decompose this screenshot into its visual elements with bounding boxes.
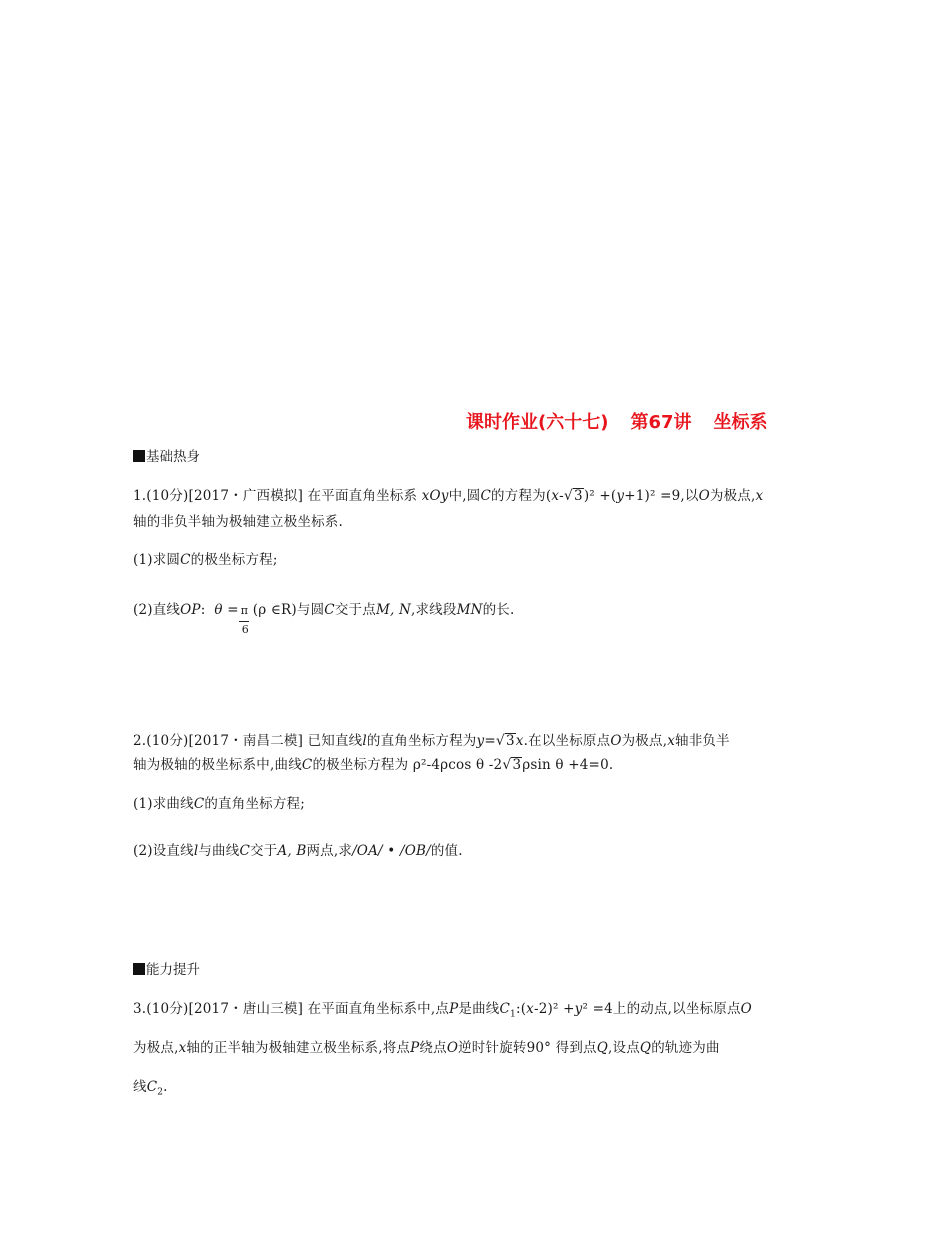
q3-line2: 为极点,x轴的正半轴为极轴建立极坐标系,将点P绕点O逆时针旋转90° 得到点Q,设点Q的轨迹为曲	[133, 1040, 720, 1056]
q2-line2: 轴为极轴的极坐标系中,曲线C的极坐标方程为 ρ²-4ρcos θ -2√3ρsin θ +4=0.	[133, 757, 614, 773]
square-bullet-icon	[133, 450, 145, 462]
sqrt-icon: √	[502, 757, 512, 773]
q1-line1: 1.(10分)[2017・广西模拟] 在平面直角坐标系 xOy中,圆C的方程为(x-√3)² +(y+1)² =9,以O为极点,x	[133, 488, 764, 504]
sqrt-icon: √	[563, 488, 574, 504]
q2-line1: 2.(10分)[2017・南昌二模] 已知直线l的直角坐标方程为y=√3x.在以坐标原点O为极点,x轴非负半	[133, 733, 730, 749]
title-lecture: 第67讲	[630, 412, 692, 433]
q2-part1: (1)求曲线C的直角坐标方程;	[133, 796, 306, 812]
sqrt-icon: √	[495, 733, 505, 749]
q1-line2: 轴的非负半轴为极轴建立极坐标系.	[133, 514, 343, 530]
section-heading-basic: 基础热身	[133, 445, 200, 465]
title-assignment: 课时作业(六十七)	[466, 412, 609, 433]
q1-part1: (1)求圆C的极坐标方程;	[133, 552, 278, 568]
q1-part2: (2)直线OP: θ = $\frac{\pi}{6}$ (ρ ∈R)与圆C交于点M, N,求线段MN的长.	[133, 602, 515, 636]
title-topic: 坐标系	[713, 412, 768, 433]
section-heading-advanced: 能力提升	[133, 958, 200, 978]
page-title	[466, 408, 768, 434]
q2-part2: (2)设直线l与曲线C交于A, B两点,求/OA/ • /OB/的值.	[133, 843, 463, 859]
q3-line3: 线$C_2$.	[133, 1079, 168, 1098]
square-bullet-icon	[133, 963, 145, 975]
q3-line1: 3.(10分)[2017・唐山三模] 在平面直角坐标系中,点P是曲线$C_1:(x-2)^2 +y^2 =4$上的动点,以坐标原点O	[133, 1001, 752, 1020]
